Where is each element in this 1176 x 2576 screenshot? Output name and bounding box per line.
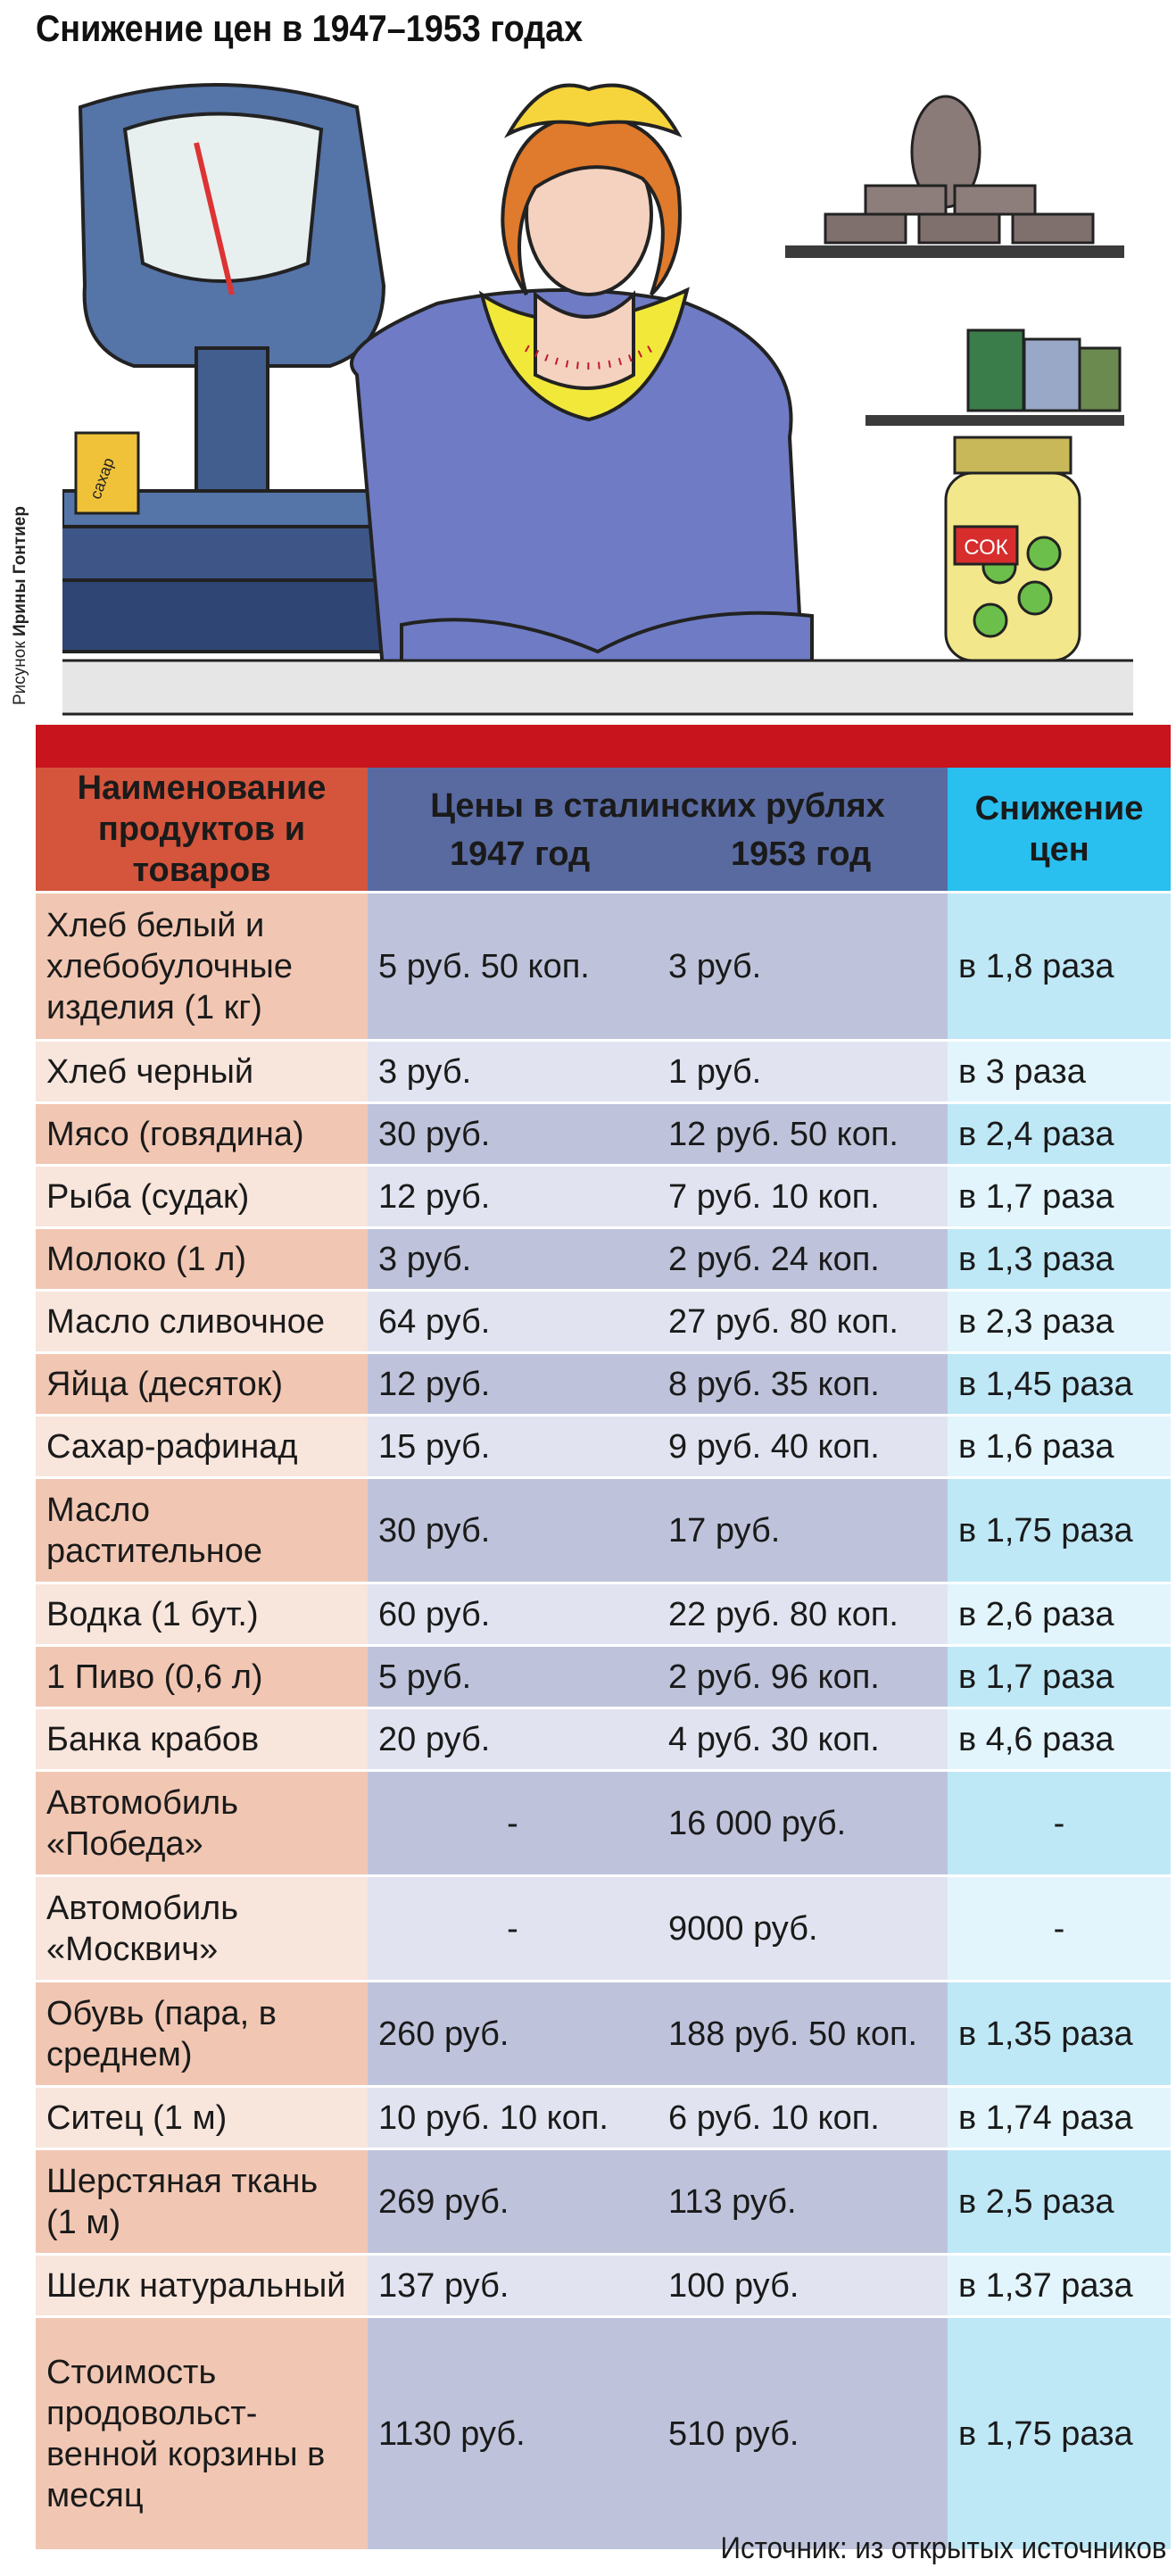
price-1953-cell: 16 000 руб.	[658, 1771, 948, 1876]
price-1953-cell: 6 руб. 10 коп.	[658, 2087, 948, 2149]
reduction-cell: в 1,8 раза	[948, 893, 1171, 1041]
reduction-cell: в 2,3 раза	[948, 1291, 1171, 1353]
table-row	[36, 1771, 1171, 1876]
reduction-cell: в 1,7 раза	[948, 1166, 1171, 1228]
table-row	[36, 893, 1171, 1041]
item-name-cell: Водка (1 бут.)	[36, 1583, 368, 1646]
illustration-credit	[11, 506, 30, 705]
price-1947-cell: 20 руб.	[368, 1708, 658, 1771]
price-1947-cell: 3 руб.	[368, 1041, 658, 1103]
item-name-cell: Хлеб черный	[36, 1041, 368, 1103]
price-1947-cell: 64 руб.	[368, 1291, 658, 1353]
item-name-cell: Ситец (1 м)	[36, 2087, 368, 2149]
reduction-cell: в 1,37 раза	[948, 2255, 1171, 2317]
table-row	[36, 1708, 1171, 1771]
credit-prefix: Рисунок	[11, 641, 29, 705]
price-1953-cell: 113 руб.	[658, 2149, 948, 2255]
price-table	[36, 768, 1171, 2552]
item-name-cell: Хлеб белый и хлебобулочные изделия (1 кг)	[36, 893, 368, 1041]
price-1947-cell: 260 руб.	[368, 1982, 658, 2087]
table-row	[36, 2255, 1171, 2317]
price-1953-cell: 17 руб.	[658, 1478, 948, 1583]
table-row	[36, 1041, 1171, 1103]
item-name-cell: Стоимость продовольст-венной корзины в месяц	[36, 2317, 368, 2551]
item-name-cell: Обувь (пара, в среднем)	[36, 1982, 368, 2087]
header-prices-label: Цены в сталинских рублях	[430, 787, 885, 825]
reduction-cell: в 2,5 раза	[948, 2149, 1171, 2255]
item-name-cell: Масло сливочное	[36, 1291, 368, 1353]
item-name-cell: Масло растительное	[36, 1478, 368, 1583]
tins-icon	[825, 96, 1093, 243]
price-1953-cell: 100 руб.	[658, 2255, 948, 2317]
reduction-cell: в 4,6 раза	[948, 1708, 1171, 1771]
item-name-cell: Автомобиль «Москвич»	[36, 1876, 368, 1982]
reduction-cell: в 1,35 раза	[948, 1982, 1171, 2087]
page-title: Снижение цен в 1947–1953 годах	[36, 7, 584, 49]
item-name-cell: Шерстяная ткань (1 м)	[36, 2149, 368, 2255]
price-1953-cell: 7 руб. 10 коп.	[658, 1166, 948, 1228]
price-1953-cell: 9000 руб.	[658, 1876, 948, 1982]
price-1947-cell: 30 руб.	[368, 1478, 658, 1583]
table-row	[36, 1478, 1171, 1583]
table-row	[36, 1291, 1171, 1353]
sugar-label: сахар	[86, 455, 118, 502]
price-1953-cell: 27 руб. 80 коп.	[658, 1291, 948, 1353]
reduction-cell: в 1,3 раза	[948, 1228, 1171, 1291]
table-row	[36, 2087, 1171, 2149]
header-reduction: Снижение цен	[948, 768, 1171, 893]
header-prices	[368, 768, 948, 893]
price-1953-cell: 4 руб. 30 коп.	[658, 1708, 948, 1771]
item-name-cell: Мясо (говядина)	[36, 1103, 368, 1166]
reduction-cell: в 1,7 раза	[948, 1646, 1171, 1708]
counter	[62, 661, 1133, 714]
reduction-cell: -	[948, 1876, 1171, 1982]
price-1953-cell: 2 руб. 24 коп.	[658, 1228, 948, 1291]
table-row	[36, 2149, 1171, 2255]
table-row	[36, 1982, 1171, 2087]
cans-icon	[968, 330, 1120, 411]
shelf-top	[785, 245, 1124, 258]
table-row	[36, 1646, 1171, 1708]
price-1947-cell: 10 руб. 10 коп.	[368, 2087, 658, 2149]
table-row	[36, 1228, 1171, 1291]
item-name-cell: Автомобиль «Победа»	[36, 1771, 368, 1876]
price-1947-cell: 3 руб.	[368, 1228, 658, 1291]
shop-illustration	[62, 80, 1133, 723]
table-row	[36, 1583, 1171, 1646]
reduction-cell: в 3 раза	[948, 1041, 1171, 1103]
table-row	[36, 1353, 1171, 1416]
juice-jar-icon	[946, 437, 1080, 661]
header-name: Наименование продуктов и товаров	[36, 768, 368, 893]
juice-label: СОК	[964, 536, 1008, 560]
price-1947-cell: 60 руб.	[368, 1583, 658, 1646]
price-1947-cell: 15 руб.	[368, 1416, 658, 1478]
price-1953-cell: 1 руб.	[658, 1041, 948, 1103]
price-1953-cell: 188 руб. 50 коп.	[658, 1982, 948, 2087]
price-1947-cell: 12 руб.	[368, 1353, 658, 1416]
price-1947-cell: -	[368, 1771, 658, 1876]
price-1947-cell: 5 руб.	[368, 1646, 658, 1708]
price-1953-cell: 2 руб. 96 коп.	[658, 1646, 948, 1708]
reduction-cell: в 1,75 раза	[948, 1478, 1171, 1583]
price-1953-cell: 9 руб. 40 коп.	[658, 1416, 948, 1478]
sugar-box-icon	[76, 433, 138, 513]
price-1947-cell: 30 руб.	[368, 1103, 658, 1166]
price-1947-cell: 137 руб.	[368, 2255, 658, 2317]
item-name-cell: Банка крабов	[36, 1708, 368, 1771]
item-name-cell: Молоко (1 л)	[36, 1228, 368, 1291]
reduction-cell: в 2,6 раза	[948, 1583, 1171, 1646]
price-1953-cell: 510 руб.	[658, 2317, 948, 2551]
price-1953-cell: 8 руб. 35 коп.	[658, 1353, 948, 1416]
price-table-body	[36, 893, 1171, 2551]
reduction-cell: в 1,75 раза	[948, 2317, 1171, 2551]
reduction-cell: в 1,6 раза	[948, 1416, 1171, 1478]
table-row	[36, 1166, 1171, 1228]
reduction-cell: -	[948, 1771, 1171, 1876]
source-note: Источник: из открытых источников	[720, 2531, 1167, 2565]
price-1947-cell: 5 руб. 50 коп.	[368, 893, 658, 1041]
table-row	[36, 2317, 1171, 2551]
reduction-cell: в 2,4 раза	[948, 1103, 1171, 1166]
item-name-cell: 1 Пиво (0,6 л)	[36, 1646, 368, 1708]
price-1953-cell: 12 руб. 50 коп.	[658, 1103, 948, 1166]
reduction-cell: в 1,74 раза	[948, 2087, 1171, 2149]
saleswoman-icon	[352, 86, 812, 678]
item-name-cell: Рыба (судак)	[36, 1166, 368, 1228]
header-year-1953: 1953 год	[731, 835, 872, 873]
price-1947-cell: 12 руб.	[368, 1166, 658, 1228]
item-name-cell: Яйца (десяток)	[36, 1353, 368, 1416]
shelf-middle	[865, 415, 1124, 426]
credit-author: Ирины Гонтиер	[11, 506, 29, 637]
price-1947-cell: 1130 руб.	[368, 2317, 658, 2551]
price-1947-cell: 269 руб.	[368, 2149, 658, 2255]
header-year-1947: 1947 год	[450, 835, 591, 873]
table-row	[36, 1876, 1171, 1982]
counter-stripe	[36, 725, 1171, 768]
reduction-cell: в 1,45 раза	[948, 1353, 1171, 1416]
item-name-cell: Сахар-рафинад	[36, 1416, 368, 1478]
table-row	[36, 1416, 1171, 1478]
price-1953-cell: 3 руб.	[658, 893, 948, 1041]
price-1953-cell: 22 руб. 80 коп.	[658, 1583, 948, 1646]
item-name-cell: Шелк натуральный	[36, 2255, 368, 2317]
price-1947-cell: -	[368, 1876, 658, 1982]
table-row	[36, 1103, 1171, 1166]
